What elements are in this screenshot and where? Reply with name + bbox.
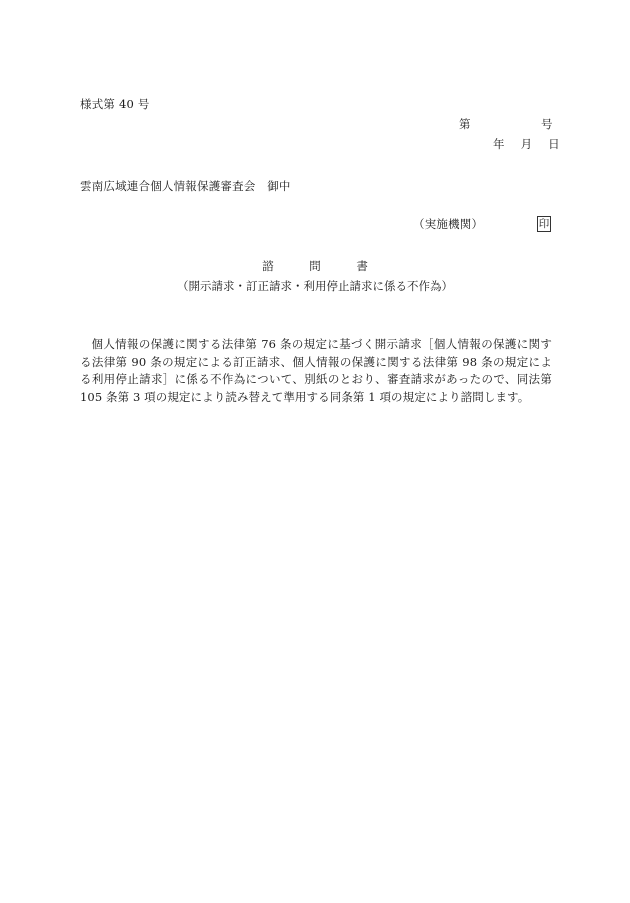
document-title (0, 259, 630, 273)
sender-label: （実施機関） (413, 217, 484, 231)
seal-box: 印 (538, 218, 550, 230)
form-number: 様式第 40 号 (80, 97, 150, 111)
date-month: 月 (520, 137, 533, 151)
addressee: 雲南広域連合個人情報保護審査会 御中 (80, 179, 291, 193)
date-day: 日 (548, 137, 560, 151)
title-char-3: 書 (356, 259, 368, 273)
title-char-2: 問 (309, 259, 321, 273)
date-year: 年 (493, 137, 505, 151)
title-char-1: 諮 (262, 259, 274, 273)
body-paragraph: 個人情報の保護に関する法律第 76 条の規定に基づく開示請求［個人情報の保護に関する法律第 90 条の規定による訂正請求、個人情報の保護に関する法律第 98 条の規定による利用停止請求］に係る不作為について、別紙のとおり、審査請求があったので、同法第 105 条第 3 項の規定により読み替えて準用する同条第 1 項の規定により諮問します。 (80, 337, 552, 404)
document-number-suffix: 号 (541, 117, 553, 131)
document-number-prefix: 第 (459, 117, 471, 131)
date-line (493, 137, 560, 151)
document-subtitle: （開示請求・訂正請求・利用停止請求に係る不作為） (177, 279, 453, 293)
